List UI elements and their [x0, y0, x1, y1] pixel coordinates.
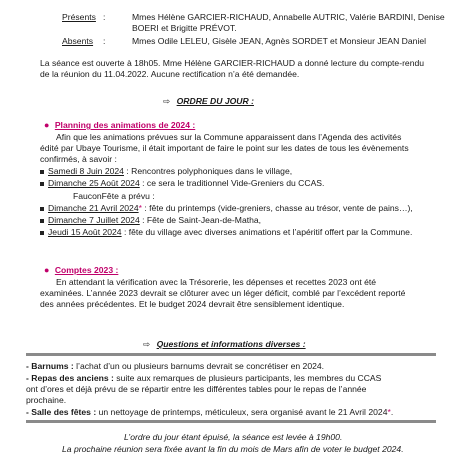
barnums-text: l’achat d’un ou plusieurs barnums devrait se concrétiser en 2024. [73, 361, 325, 371]
opening-line-2: de la réunion du 11.04.2022. Aucune rectification n’a été demandée. [40, 69, 300, 79]
event-text: : ce sera le traditionnel Vide-Greniers du CCAS. [139, 178, 325, 188]
event-text: : fête du village avec diverses animations et l’apéritif offert par la Commune. [121, 227, 413, 237]
repas-item [26, 373, 381, 384]
comptes-heading [44, 265, 118, 276]
planning-intro-2: édité par Ubaye Tourisme, il était important de faire le point sur les dates de tous les évènements [40, 143, 409, 153]
comptes-line-1: En attendant la vérification avec la Trésorerie, les dépenses et recettes 2023 ont été [56, 277, 377, 287]
section-divider [26, 353, 436, 356]
agenda-heading [163, 96, 254, 107]
event-item [40, 178, 324, 189]
event-item [40, 203, 413, 214]
salle-item [26, 407, 393, 418]
present-names-1: Mmes Hélène GARCIER-RICHAUD, Annabelle AUTRIC, Valérie BARDINI, Denise [132, 12, 445, 22]
arrow-right-icon: ⇨ [163, 96, 171, 106]
salle-label: - Salle des fêtes : [26, 407, 97, 417]
comptes-line-2: examinées. L’année 2023 devrait se clôturer avec un léger déficit, comblé par l’excédent reporté [40, 288, 406, 298]
comptes-line-3: des années précédentes. Et le budget 2024 devrait être sensiblement identique. [40, 299, 345, 309]
square-bullet-icon [40, 207, 44, 211]
salle-star: * [387, 407, 391, 417]
planning-intro-1: Afin que les animations prévues sur la Commune apparaissent dans l’Agenda des activités [56, 132, 402, 142]
square-bullet-icon [40, 170, 44, 174]
questions-title: Questions et informations diverses : [156, 339, 306, 349]
repas-text-3: prochaine. [26, 395, 67, 405]
event-date: Dimanche 21 Avril 2024 [48, 203, 139, 213]
comptes-title: Comptes 2023 : [54, 265, 119, 275]
arrow-right-icon: ⇨ [143, 339, 151, 349]
closing-line-2: La prochaine réunion sera fixée avant la fin du mois de Mars afin de voter le budget 2024. [62, 444, 404, 454]
barnums-label: - Barnums : [26, 361, 74, 371]
repas-text-1: suite aux remarques de plusieurs participants, les membres du CCAS [113, 373, 382, 383]
salle-text: un nettoyage de printemps, méticuleux, sera organisé avant le 21 Avril 2024 [96, 407, 388, 417]
repas-text-2: ont d’ores et déjà prévu de se répartir entre les différentes tables pour le repas de l’année [26, 384, 367, 394]
event-star: * [138, 203, 142, 213]
event-text: : Rencontres polyphoniques dans le village, [123, 166, 293, 176]
barnums-item [26, 361, 324, 372]
event-date: Jeudi 15 Août 2024 [48, 227, 122, 237]
present-label: Présents [62, 12, 96, 22]
closing-line-1: L’ordre du jour étant épuisé, la séance est levée à 19h00. [124, 432, 343, 442]
event-item [40, 166, 292, 177]
present-names-2: BOERI et Brigitte PRÉVOT. [132, 23, 237, 33]
event-date: Samedi 8 Juin 2024 [48, 166, 124, 176]
present-colon: : [103, 12, 106, 22]
repas-label: - Repas des anciens : [26, 373, 114, 383]
section-divider [26, 420, 436, 423]
agenda-title: ORDRE DU JOUR : [176, 96, 254, 106]
event-item [40, 227, 412, 238]
absent-label: Absents [62, 36, 94, 46]
planning-title: Planning des animations de 2024 : [54, 120, 196, 130]
event-item [40, 215, 261, 226]
event-text: : fête du printemps (vide-greniers, chasse au trésor, vente de pains…), [141, 203, 413, 213]
bullet-dot-icon: ● [44, 120, 50, 130]
fauconfete-label: FauconFête a prévu : [73, 191, 155, 201]
planning-intro-3: confirmés, à savoir : [40, 154, 117, 164]
event-date: Dimanche 7 Juillet 2024 [48, 215, 140, 225]
bullet-dot-icon: ● [44, 265, 50, 275]
absent-names: Mmes Odile LELEU, Gisèle JEAN, Agnès SORDET et Monsieur JEAN Daniel [132, 36, 427, 46]
opening-line-1: La séance est ouverte à 18h05. Mme Hélène GARCIER-RICHAUD a donné lecture du compte-rendu [40, 58, 425, 68]
planning-heading [44, 120, 195, 131]
absent-colon: : [103, 36, 106, 46]
salle-end: . [390, 407, 394, 417]
event-date: Dimanche 25 Août 2024 [48, 178, 140, 188]
questions-heading [143, 339, 306, 350]
square-bullet-icon [40, 219, 44, 223]
square-bullet-icon [40, 231, 44, 235]
square-bullet-icon [40, 182, 44, 186]
event-text: : Fête de Saint-Jean-de-Matha, [139, 215, 262, 225]
